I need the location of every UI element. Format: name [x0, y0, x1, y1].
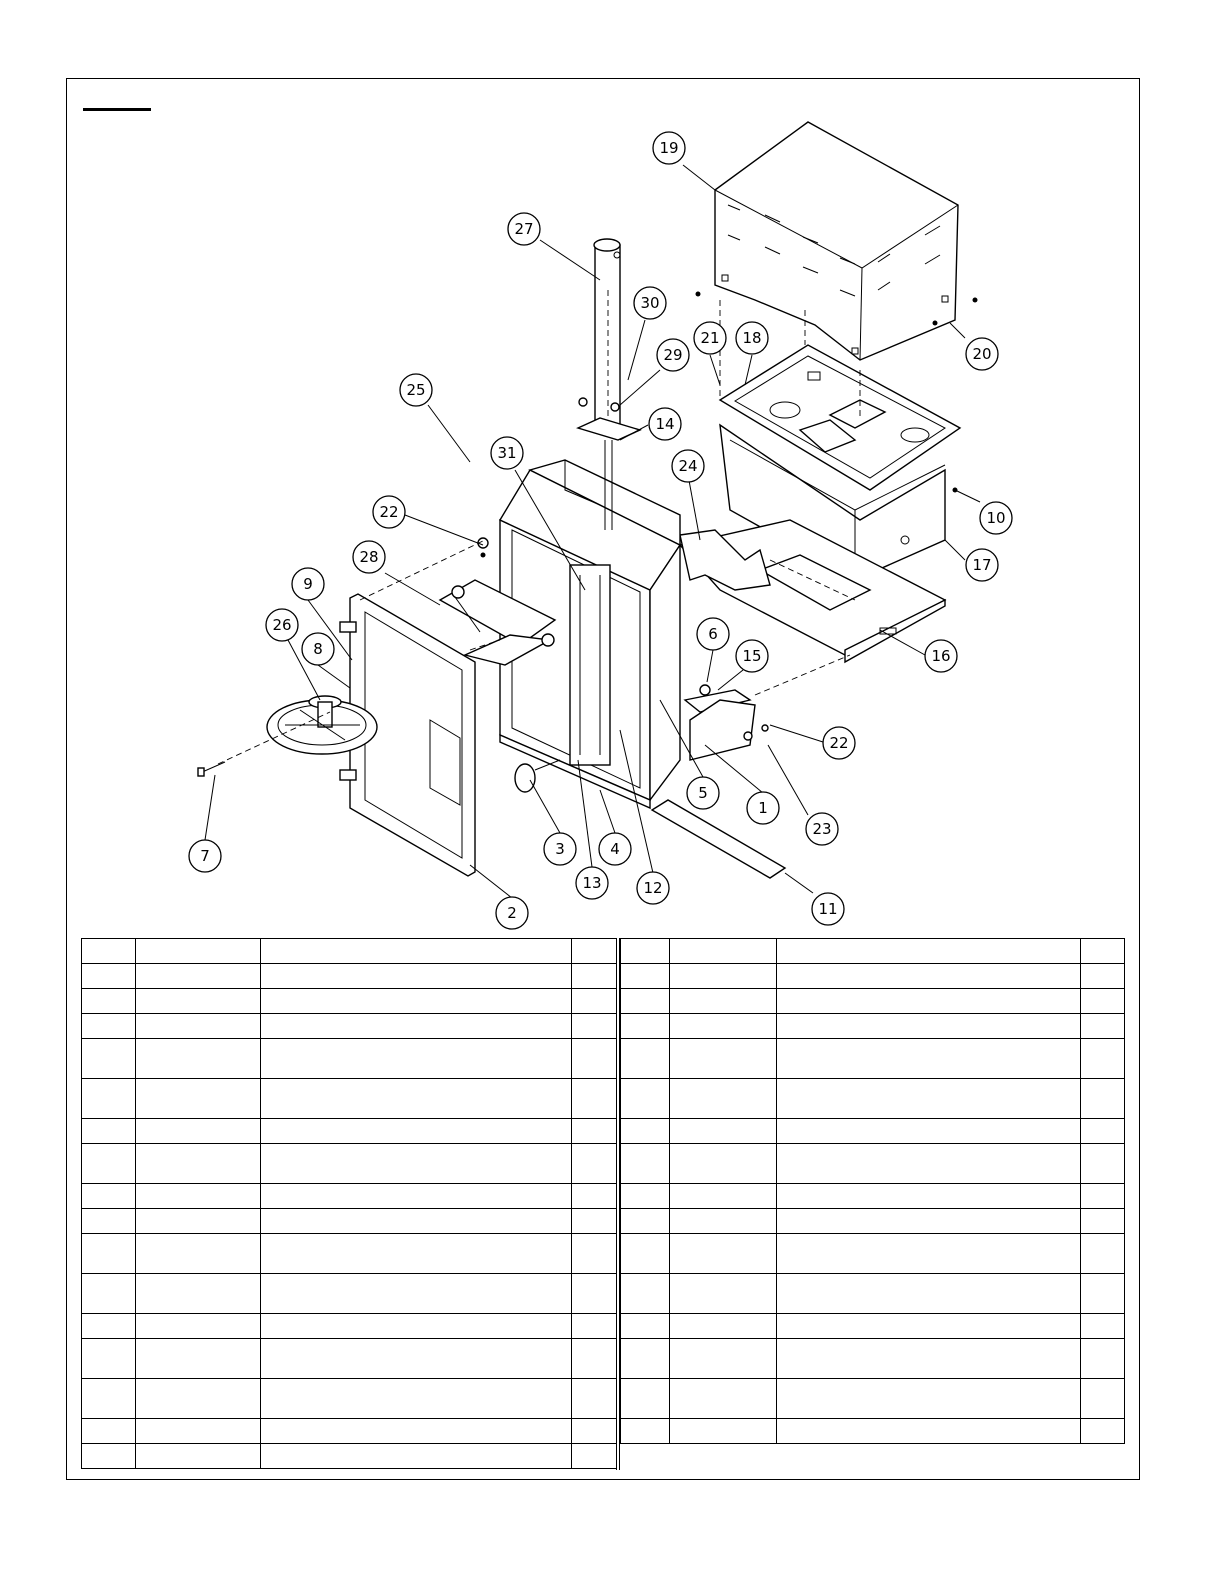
- table-cell: [261, 1119, 572, 1144]
- callout-8: [302, 633, 334, 665]
- svg-text:2: 2: [507, 904, 517, 922]
- callout-30: [634, 287, 666, 319]
- table-row: [621, 1079, 1125, 1119]
- table-cell: [82, 1314, 136, 1339]
- table-cell: [621, 964, 670, 989]
- callout-31: [491, 437, 523, 469]
- svg-text:26: 26: [272, 616, 292, 634]
- table-cell: [777, 1274, 1081, 1314]
- table-row: [82, 1379, 617, 1419]
- table-cell: [136, 1144, 261, 1184]
- table-cell: [261, 1039, 572, 1079]
- svg-text:14: 14: [655, 415, 675, 433]
- table-cell: [1081, 1339, 1125, 1379]
- table-cell: [670, 1274, 777, 1314]
- table-cell: [1081, 1144, 1125, 1184]
- svg-text:15: 15: [742, 647, 762, 665]
- table-cell: [621, 1144, 670, 1184]
- table-cell: [136, 1274, 261, 1314]
- svg-text:17: 17: [972, 556, 992, 574]
- table-cell: [136, 1014, 261, 1039]
- table-cell: [1081, 1119, 1125, 1144]
- table-cell: [82, 964, 136, 989]
- callout-11: [812, 893, 844, 925]
- table-cell: [82, 989, 136, 1014]
- table-cell: [572, 1144, 617, 1184]
- callout-22-left: [373, 496, 405, 528]
- callout-26: [266, 609, 298, 641]
- table-cell: [670, 1339, 777, 1379]
- table-cell: [1081, 939, 1125, 964]
- table-row: [621, 1419, 1125, 1444]
- table-cell: [261, 1379, 572, 1419]
- table-cell: [136, 1184, 261, 1209]
- table-row: [621, 1274, 1125, 1314]
- svg-text:16: 16: [931, 647, 951, 665]
- table-cell: [82, 1079, 136, 1119]
- table-row: [82, 989, 617, 1014]
- table-cell: [82, 1339, 136, 1379]
- table-cell: [261, 939, 572, 964]
- table-cell: [1081, 964, 1125, 989]
- table-cell: [1081, 1079, 1125, 1119]
- table-row: [82, 1079, 617, 1119]
- table-cell: [777, 1014, 1081, 1039]
- table-cell: [1081, 1234, 1125, 1274]
- table-row: [621, 1184, 1125, 1209]
- table-cell: [572, 1119, 617, 1144]
- table-cell: [82, 1379, 136, 1419]
- callout-13: [576, 867, 608, 899]
- svg-text:22: 22: [379, 503, 399, 521]
- table-row: [621, 989, 1125, 1014]
- table-cell: [670, 1119, 777, 1144]
- table-cell: [670, 1379, 777, 1419]
- svg-text:13: 13: [582, 874, 602, 892]
- callout-1: [747, 792, 779, 824]
- callout-19: [653, 132, 685, 164]
- table-cell: [136, 1119, 261, 1144]
- table-cell: [777, 1234, 1081, 1274]
- table-cell: [82, 1184, 136, 1209]
- table-cell: [670, 1144, 777, 1184]
- table-row: [621, 939, 1125, 964]
- table-cell: [572, 1014, 617, 1039]
- svg-text:20: 20: [972, 345, 992, 363]
- table-cell: [136, 1379, 261, 1419]
- table-cell: [621, 1274, 670, 1314]
- table-cell: [777, 1184, 1081, 1209]
- table-cell: [261, 1274, 572, 1314]
- table-cell: [572, 1079, 617, 1119]
- table-cell: [572, 939, 617, 964]
- table-cell: [572, 989, 617, 1014]
- table-cell: [670, 1079, 777, 1119]
- table-cell: [621, 1184, 670, 1209]
- table-cell: [777, 1419, 1081, 1444]
- svg-text:10: 10: [986, 509, 1006, 527]
- svg-text:31: 31: [497, 444, 517, 462]
- table-cell: [1081, 1379, 1125, 1419]
- table-cell: [136, 1209, 261, 1234]
- table-row: [82, 1184, 617, 1209]
- table-row: [82, 1314, 617, 1339]
- table-cell: [572, 1339, 617, 1379]
- table-cell: [572, 1234, 617, 1274]
- table-cell: [261, 1014, 572, 1039]
- callout-3: [544, 833, 576, 865]
- table-cell: [82, 1209, 136, 1234]
- table-cell: [621, 1039, 670, 1079]
- table-row: [621, 1209, 1125, 1234]
- table-cell: [1081, 1184, 1125, 1209]
- table-cell: [136, 1419, 261, 1444]
- table-cell: [777, 939, 1081, 964]
- table-cell: [572, 1379, 617, 1419]
- table-row: [621, 1234, 1125, 1274]
- table-cell: [777, 1379, 1081, 1419]
- callout-4: [599, 833, 631, 865]
- callout-29: [657, 339, 689, 371]
- callout-23: [806, 813, 838, 845]
- svg-text:9: 9: [303, 575, 313, 593]
- table-cell: [621, 1079, 670, 1119]
- table-cell: [572, 1209, 617, 1234]
- table-row: [82, 964, 617, 989]
- table-cell: [1081, 989, 1125, 1014]
- table-cell: [261, 1079, 572, 1119]
- table-cell: [670, 1039, 777, 1079]
- table-cell: [621, 1209, 670, 1234]
- table-cell: [777, 1339, 1081, 1379]
- table-cell: [777, 1209, 1081, 1234]
- table-cell: [670, 1419, 777, 1444]
- table-cell: [621, 989, 670, 1014]
- table-row: [82, 1014, 617, 1039]
- table-row: [82, 1274, 617, 1314]
- table-cell: [621, 939, 670, 964]
- table-cell: [261, 1144, 572, 1184]
- table-cell: [136, 1339, 261, 1379]
- callout-12: [637, 872, 669, 904]
- table-row: [621, 1379, 1125, 1419]
- table-cell: [670, 964, 777, 989]
- callout-10: [980, 502, 1012, 534]
- callout-6: [697, 618, 729, 650]
- table-cell: [621, 1379, 670, 1419]
- table-cell: [777, 1079, 1081, 1119]
- table-row: [621, 1314, 1125, 1339]
- table-cell: [136, 1079, 261, 1119]
- table-row: [82, 1039, 617, 1079]
- table-cell: [777, 1144, 1081, 1184]
- callout-14: [649, 408, 681, 440]
- svg-text:18: 18: [742, 329, 762, 347]
- table-cell: [670, 1014, 777, 1039]
- callout-2: [496, 897, 528, 929]
- table-cell: [777, 1039, 1081, 1079]
- table-cell: [1081, 1209, 1125, 1234]
- table-row: [621, 1144, 1125, 1184]
- table-cell: [82, 1444, 136, 1469]
- svg-text:5: 5: [698, 784, 708, 802]
- svg-text:24: 24: [678, 457, 698, 475]
- table-row: [82, 939, 617, 964]
- svg-text:28: 28: [359, 548, 379, 566]
- table-cell: [261, 1184, 572, 1209]
- table-cell: [136, 989, 261, 1014]
- svg-text:4: 4: [610, 840, 620, 858]
- callout-7: [189, 840, 221, 872]
- callout-25: [400, 374, 432, 406]
- table-cell: [1081, 1419, 1125, 1444]
- table-row: [82, 1444, 617, 1469]
- callout-5: [687, 777, 719, 809]
- table-cell: [572, 964, 617, 989]
- table-cell: [670, 1184, 777, 1209]
- callout-21: [694, 322, 726, 354]
- table-row: [621, 964, 1125, 989]
- table-cell: [621, 1119, 670, 1144]
- svg-text:7: 7: [200, 847, 210, 865]
- svg-text:1: 1: [758, 799, 768, 817]
- table-cell: [261, 989, 572, 1014]
- table-cell: [621, 1014, 670, 1039]
- callout-27: [508, 213, 540, 245]
- parts-table-right: [620, 938, 1125, 1444]
- table-cell: [82, 1039, 136, 1079]
- table-cell: [572, 1419, 617, 1444]
- table-cell: [136, 964, 261, 989]
- table-cell: [572, 1184, 617, 1209]
- table-row: [82, 1419, 617, 1444]
- table-cell: [82, 1144, 136, 1184]
- table-cell: [136, 1039, 261, 1079]
- svg-text:3: 3: [555, 840, 565, 858]
- table-cell: [621, 1314, 670, 1339]
- table-cell: [261, 1314, 572, 1339]
- table-cell: [1081, 1039, 1125, 1079]
- callout-28: [353, 541, 385, 573]
- table-cell: [82, 1119, 136, 1144]
- svg-text:25: 25: [406, 381, 426, 399]
- callout-9: [292, 568, 324, 600]
- table-cell: [261, 1339, 572, 1379]
- callout-17: [966, 549, 998, 581]
- table-cell: [1081, 1314, 1125, 1339]
- table-cell: [670, 1314, 777, 1339]
- svg-text:23: 23: [812, 820, 832, 838]
- svg-text:8: 8: [313, 640, 323, 658]
- table-cell: [136, 1314, 261, 1339]
- table-cell: [261, 1419, 572, 1444]
- table-cell: [572, 1274, 617, 1314]
- svg-text:21: 21: [700, 329, 720, 347]
- table-cell: [777, 1314, 1081, 1339]
- table-cell: [136, 939, 261, 964]
- table-row: [82, 1339, 617, 1379]
- table-cell: [621, 1339, 670, 1379]
- callout-18: [736, 322, 768, 354]
- callout-22-right: [823, 727, 855, 759]
- callout-15: [736, 640, 768, 672]
- table-cell: [261, 1234, 572, 1274]
- table-row: [621, 1339, 1125, 1379]
- table-cell: [621, 1234, 670, 1274]
- callout-16: [925, 640, 957, 672]
- table-cell: [82, 1274, 136, 1314]
- table-row: [82, 1144, 617, 1184]
- table-cell: [82, 939, 136, 964]
- svg-text:22: 22: [829, 734, 849, 752]
- table-row: [621, 1119, 1125, 1144]
- callout-24: [672, 450, 704, 482]
- table-cell: [1081, 1274, 1125, 1314]
- table-cell: [621, 1419, 670, 1444]
- table-cell: [572, 1444, 617, 1469]
- svg-text:6: 6: [708, 625, 718, 643]
- table-row: [82, 1209, 617, 1234]
- table-cell: [572, 1314, 617, 1339]
- table-cell: [1081, 1014, 1125, 1039]
- table-cell: [261, 1209, 572, 1234]
- table-cell: [82, 1014, 136, 1039]
- svg-text:11: 11: [818, 900, 838, 918]
- table-cell: [670, 1234, 777, 1274]
- table-cell: [777, 964, 1081, 989]
- table-cell: [670, 939, 777, 964]
- svg-text:27: 27: [514, 220, 534, 238]
- svg-text:12: 12: [643, 879, 663, 897]
- table-cell: [670, 989, 777, 1014]
- table-row: [82, 1119, 617, 1144]
- table-row: [621, 1014, 1125, 1039]
- table-cell: [670, 1209, 777, 1234]
- callout-20: [966, 338, 998, 370]
- parts-table-left: [81, 938, 617, 1469]
- table-cell: [777, 1119, 1081, 1144]
- svg-text:29: 29: [663, 346, 683, 364]
- table-row: [621, 1039, 1125, 1079]
- table-cell: [572, 1039, 617, 1079]
- table-cell: [136, 1234, 261, 1274]
- table-cell: [82, 1234, 136, 1274]
- svg-text:19: 19: [659, 139, 679, 157]
- table-cell: [136, 1444, 261, 1469]
- table-cell: [261, 1444, 572, 1469]
- table-cell: [261, 964, 572, 989]
- table-cell: [82, 1419, 136, 1444]
- table-row: [82, 1234, 617, 1274]
- table-cell: [777, 989, 1081, 1014]
- svg-text:30: 30: [640, 294, 660, 312]
